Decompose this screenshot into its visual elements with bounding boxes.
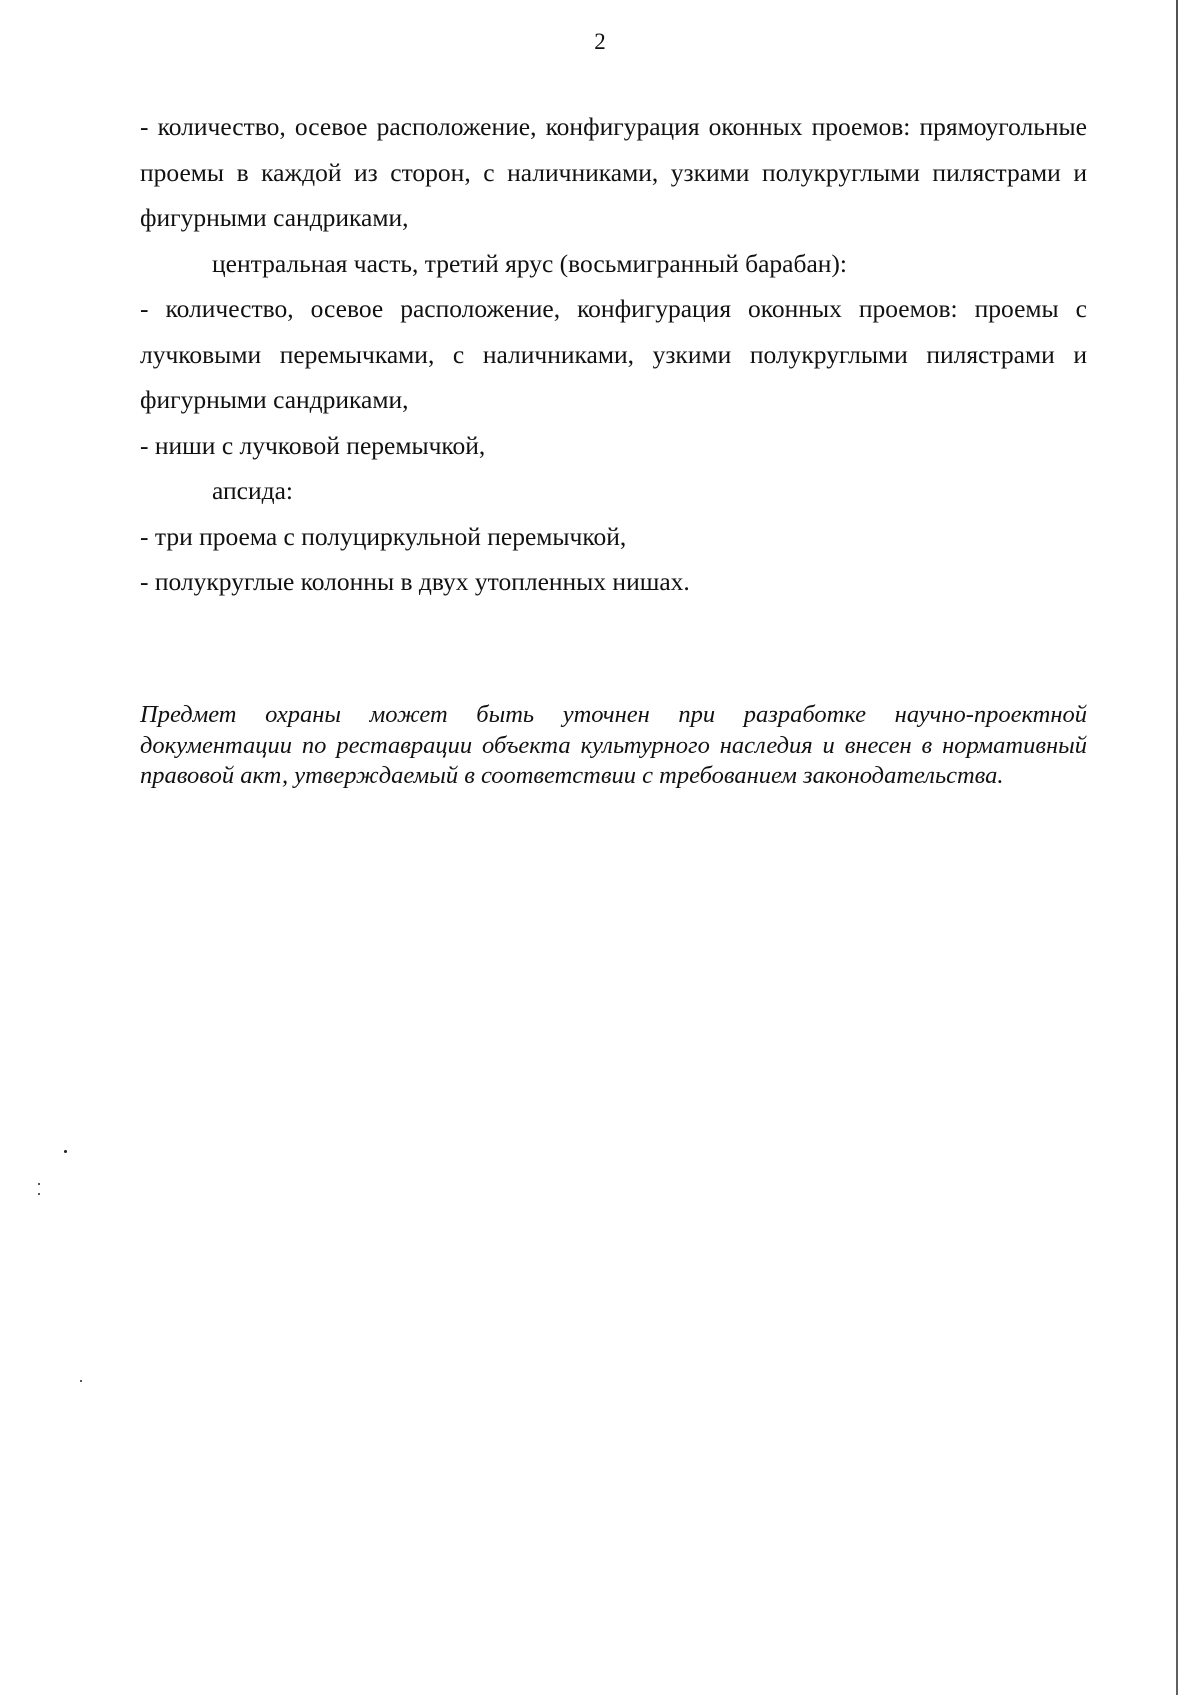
paragraph-windows-sides: - количество, осевое расположение, конфигурация оконных проемов: прямоугольные проемы в каждой из сторон, с наличниками, узкими полукруглыми пилястрами и фигурными сандриками,	[140, 112, 1087, 232]
paragraph-apse-openings: - три проема с полуциркульной перемычкой,	[140, 521, 627, 551]
scan-speck	[38, 1183, 40, 1185]
paragraph-apse-heading: апсида:	[212, 476, 293, 505]
protection-note: Предмет охраны может быть уточнен при разработке научно-проектной документации по реставрации объекта культурного наследия и внесен в нормативный правовой акт, утверждаемый в соответствии с требованием законодательства.	[140, 701, 1087, 789]
scan-speck	[80, 1380, 82, 1382]
page-number: 2	[594, 29, 606, 54]
scan-speck	[38, 1193, 40, 1195]
paragraph-windows-drum: - количество, осевое расположение, конфигурация оконных проемов: проемы с лучковыми перемычками, с наличниками, узкими полукруглыми пилястрами и фигурными сандриками,	[140, 294, 1087, 414]
scan-edge-line	[1176, 0, 1178, 1695]
paragraph-central-part-heading: центральная часть, третий ярус (восьмигранный барабан):	[212, 248, 848, 278]
paragraph-apse-columns: - полукруглые колонны в двух утопленных нишах.	[140, 567, 690, 596]
scan-speck	[64, 1150, 67, 1153]
document-body	[140, 104, 1087, 605]
paragraph-niches: - ниши с лучковой перемычкой,	[140, 430, 486, 460]
